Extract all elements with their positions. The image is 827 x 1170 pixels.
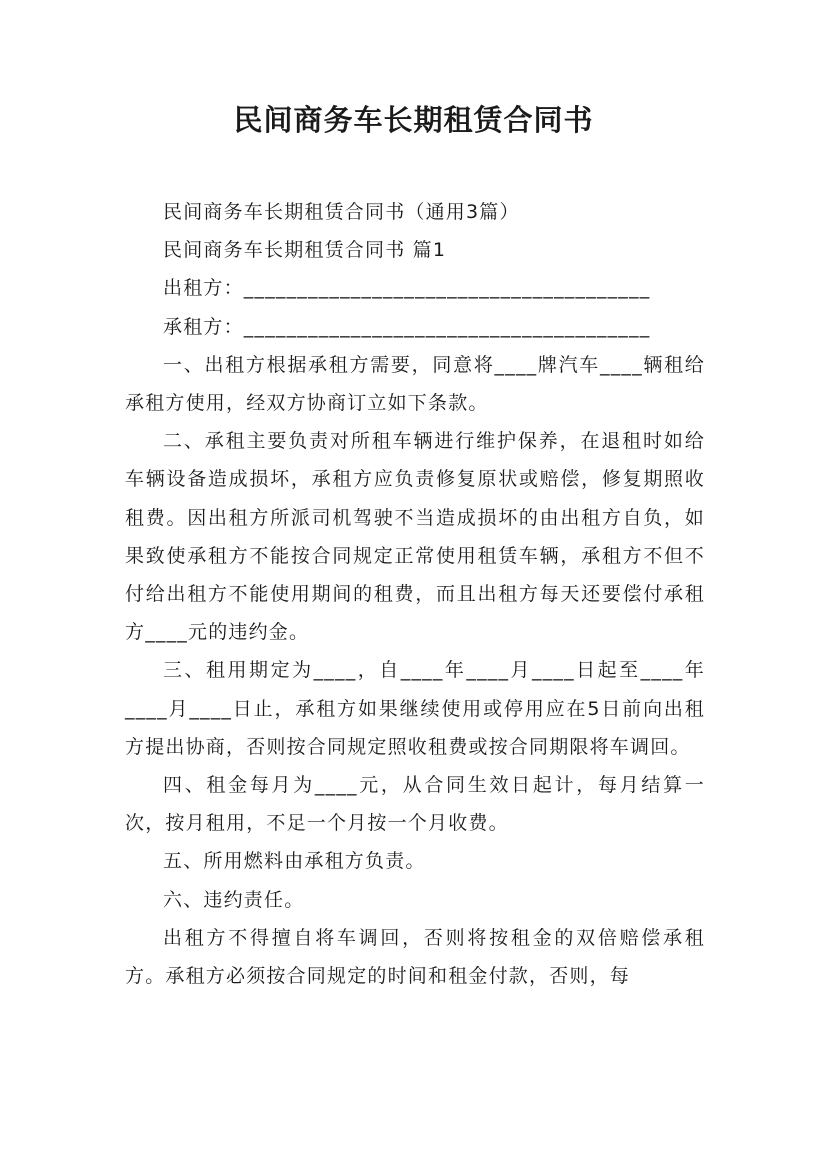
document-body xyxy=(125,193,705,995)
clause-4: 四、租金每月为____元，从合同生效日起计，每月结算一次，按月租用，不足一个月按一个月收费。 xyxy=(125,774,705,835)
doc-subtitle: 民间商务车长期租赁合同书（通用3篇） xyxy=(163,201,520,223)
clause-3: 三、租用期定为____，自____年____月____日起至____年____月____日止，承租方如果继续使用或停用应在5日前向出租方提出协商，否则按合同规定照收租费或按合同期限将车调回。 xyxy=(125,659,705,758)
clause-6: 六、违约责任。 xyxy=(163,888,305,911)
clause-1: 一、出租方根据承租方需要，同意将____牌汽车____辆租给承租方使用，经双方协商订立如下条款。 xyxy=(125,353,705,415)
lessee-line: 承租方：______________________________________ xyxy=(163,315,651,338)
clause-5: 五、所用燃料由承租方负责。 xyxy=(163,850,426,873)
lessor-line: 出租方：______________________________________ xyxy=(163,277,651,300)
clause-6-body: 出租方不得擅自将车调回，否则将按租金的双倍赔偿承租方。承租方必须按合同规定的时间和租金付款，否则，每 xyxy=(125,926,705,988)
section-heading: 民间商务车长期租赁合同书 篇1 xyxy=(163,239,447,262)
document-title: 民间商务车长期租赁合同书 xyxy=(233,103,594,137)
clause-2: 二、承租主要负责对所租车辆进行维护保养，在退租时如给车辆设备造成损坏，承租方应负责修复原状或赔偿，修复期照收租费。因出租方所派司机驾驶不当造成损坏的由出租方自负，如果致使承租方不能按合同规定正常使用租赁车辆，承租方不但不付给出租方不能使用期间的租费，而且出租方每天还要偿付承租方____元的违约金。 xyxy=(125,430,705,644)
